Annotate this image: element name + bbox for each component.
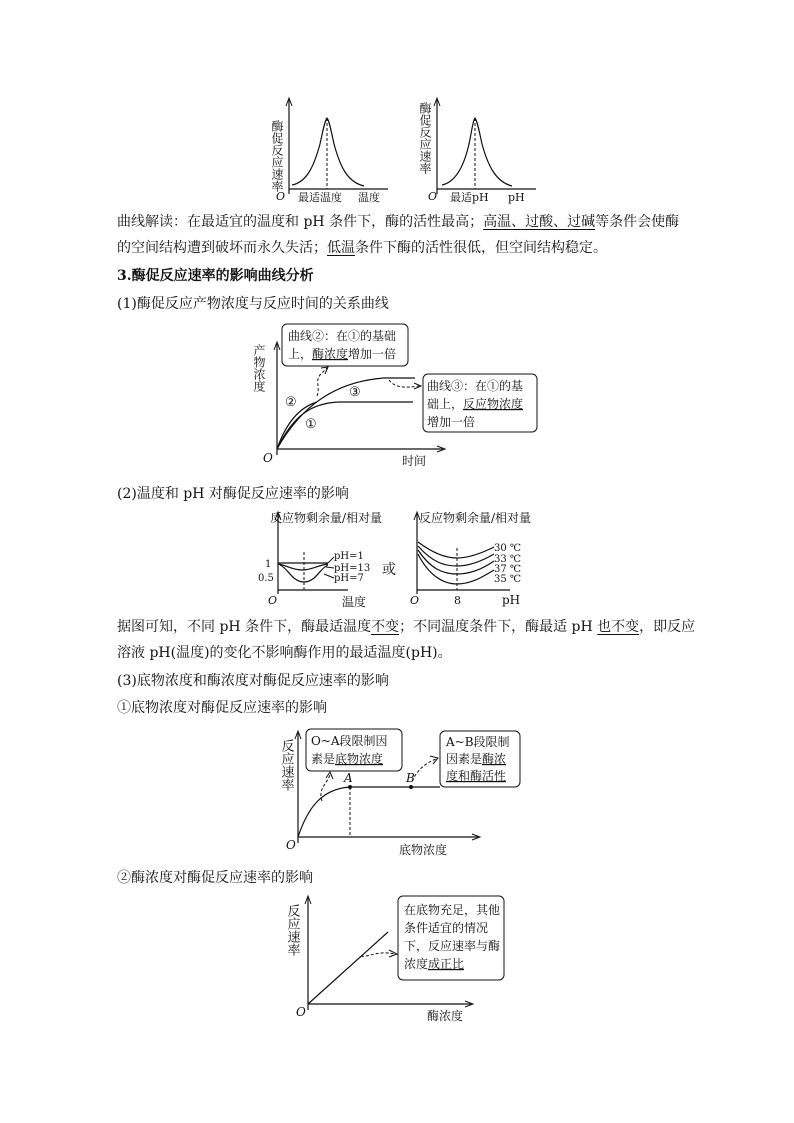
bell-curve: [292, 118, 364, 186]
origin-label: O: [268, 594, 278, 607]
interpretation-line-1: 曲线解读：在最适宜的温度和 pH 条件下，酶的活性最高；高温、过酸、过碱等条件会使酶: [117, 214, 680, 230]
subsection-3a-heading: ①底物浓度对酶促反应速率的影响: [117, 700, 327, 716]
x-axis-label: 时间: [402, 454, 427, 468]
curve-label-35c: 35 ℃: [494, 574, 522, 585]
y-axis-label: [285, 904, 301, 956]
svg-text:反应速率: 反应速率: [278, 739, 294, 791]
y-axis-label: 反应物剩余量/相对量: [419, 511, 532, 525]
origin-label: O: [296, 1005, 306, 1019]
callout-o-a-line-2: 素是底物浓度: [311, 752, 384, 766]
curve-30c: [418, 542, 494, 558]
point-a: [348, 785, 352, 789]
underlined-low-temp: 低温: [327, 240, 355, 256]
origin-label: O: [263, 451, 273, 465]
callout-line-2: 条件适宜的情况: [404, 921, 489, 935]
bell-curve: [442, 118, 512, 186]
subsection-3-heading: (3)底物浓度和酶浓度对酶促反应速率的影响: [117, 673, 389, 689]
callout-a-b-line-3: 度和酶活性: [446, 769, 507, 783]
point-b-label: B: [406, 771, 415, 785]
callout-line-3: 下，反应速率与酶: [404, 939, 501, 953]
callout-curve-2-line-2: 上，酶浓度增加一倍: [288, 347, 397, 361]
curve-label-37c: 37 ℃: [494, 564, 522, 575]
callout-arrow: [361, 953, 395, 956]
callout-curve-3-line-1: 曲线③：在①的基: [427, 379, 524, 393]
curve-label-1: ①: [305, 417, 317, 432]
underlined-unchanged-1: 不变: [371, 619, 400, 635]
x-axis-label: 底物浓度: [399, 843, 448, 857]
y-axis-label: [252, 343, 266, 392]
svg-text:酶促反应速率: 酶促反应速率: [270, 120, 284, 192]
or-label: 或: [382, 562, 396, 578]
x-axis-label: pH: [502, 593, 521, 607]
product-time-chart: [252, 322, 545, 472]
callout-curve-3-line-2: 础上，反应物浓度: [427, 397, 524, 411]
x-tick-8: 8: [454, 594, 461, 607]
conclusion-line-2: 溶液 pH(温度)的变化不影响酶作用的最适温度(pH)。: [117, 645, 452, 661]
y-axis-label: [270, 119, 284, 192]
underlined-high-temp: 高温、过酸、过碱: [483, 214, 596, 230]
curve-label-2: ②: [285, 395, 297, 410]
underlined-unchanged-2: 也不变: [597, 619, 640, 635]
rate-vs-enzyme-chart: [285, 894, 515, 1028]
remaining-vs-temp-chart: [252, 508, 392, 612]
conclusion-line-1: 据图可知，不同 pH 条件下，酶最适温度不变；不同温度条件下，酶最适 pH 也不变，即反应: [117, 619, 696, 635]
subsection-1-heading: (1)酶促反应产物浓度与反应时间的关系曲线: [117, 296, 389, 312]
remaining-vs-ph-chart: [410, 508, 550, 612]
y-tick-1: 1: [265, 559, 272, 570]
curve-label-3: ③: [349, 385, 361, 400]
svg-text:酶促反应速率: 酶促反应速率: [418, 102, 432, 174]
x-axis-label: 酶浓度: [427, 1009, 464, 1023]
subsection-2-heading: (2)温度和 pH 对酶促反应速率的影响: [117, 486, 349, 502]
callout-a-b-line-1: A~B段限制: [446, 735, 510, 749]
curve-label-ph-13: pH=13: [334, 563, 371, 574]
callout-a-b-line-2: 因素是酶浓: [446, 752, 507, 766]
svg-text:反应速率: 反应速率: [284, 904, 300, 956]
y-axis-label: 反应物剩余量/相对量: [270, 511, 383, 525]
origin-label: O: [410, 594, 420, 607]
callout-curve-3-line-3: 增加一倍: [427, 415, 476, 429]
x-axis-label: 温度: [342, 595, 367, 609]
callout-curve-2-line-1: 曲线②：在①的基础: [288, 329, 397, 343]
y-axis-label: [279, 739, 295, 791]
callout-arrow-a-b: [412, 759, 436, 781]
callout-line-4: 浓度成正比: [404, 957, 465, 971]
x-tick-optimum-ph: 最适pH: [450, 191, 489, 204]
x-axis-label: 温度: [358, 191, 380, 204]
curve-label-30c: 30 ℃: [494, 543, 522, 554]
origin-label: O: [276, 190, 286, 203]
subsection-3b-heading: ②酶浓度对酶促反应速率的影响: [117, 870, 313, 886]
callout-line-1: 在底物充足，其他: [404, 903, 501, 917]
rate-line: [308, 932, 388, 1004]
curve-1: [277, 402, 413, 449]
origin-label: O: [286, 838, 296, 852]
curve-label-33c: 33 ℃: [494, 554, 522, 565]
interpretation-line-2: 的空间结构遭到破坏而永久失活；低温条件下酶的活性很低，但空间结构稳定。: [117, 240, 607, 256]
rate-curve: [298, 787, 408, 837]
y-tick-0-5: 0.5: [258, 573, 274, 584]
callout-o-a-line-1: O~A段限制因: [311, 734, 388, 748]
section-3-heading: 3.酶促反应速率的影响曲线分析: [117, 268, 314, 284]
point-a-label: A: [344, 771, 353, 785]
ph-bell-chart: [418, 96, 548, 206]
svg-text:产物浓度: 产物浓度: [252, 344, 266, 392]
rate-vs-substrate-chart: [278, 725, 538, 860]
origin-label: O: [428, 190, 438, 203]
curve-label-ph-1: pH=1: [334, 551, 364, 562]
x-tick-optimum-temp: 最适温度: [298, 191, 342, 204]
x-axis-label: pH: [508, 191, 525, 204]
y-axis-label: [418, 101, 432, 174]
temp-bell-chart: [262, 96, 392, 206]
curve-label-ph-7: pH=7: [334, 573, 364, 584]
